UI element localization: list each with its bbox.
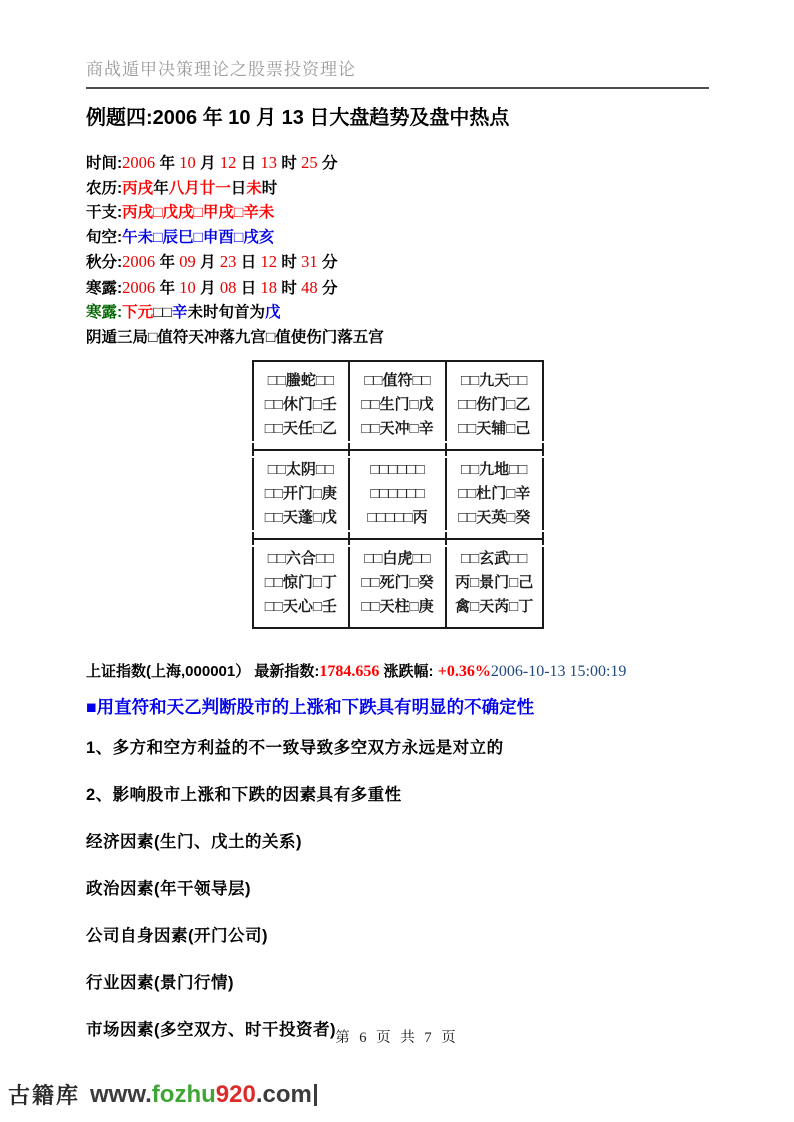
factor-line-5: 市场因素(多空双方、时干投资者) bbox=[86, 1021, 336, 1039]
text-segment: 涨跌幅: bbox=[379, 663, 438, 680]
logo-domain-red: 920 bbox=[215, 1080, 256, 1108]
text-segment: 日 bbox=[236, 279, 261, 297]
text-segment: 13 bbox=[260, 153, 278, 172]
info-line-ganzhi bbox=[86, 201, 709, 226]
palace-block-2 bbox=[252, 458, 544, 530]
text-segment: 年 bbox=[155, 155, 180, 172]
grid-border-line bbox=[252, 532, 544, 545]
text-segment: 农历: bbox=[86, 179, 123, 197]
text-segment: 未时旬首为 bbox=[187, 304, 265, 321]
text-segment: 年 bbox=[153, 179, 169, 197]
highlight-line: ■用直符和天乙判断股市的上涨和下跌具有明显的不确定性 bbox=[86, 697, 535, 717]
text-segment: 上证指数(上海,000001） 最新指数: bbox=[86, 663, 320, 680]
text-segment: 阴遁三局□值符天冲落九宫□值使伤门落五宫 bbox=[86, 328, 384, 346]
text-segment: 年 bbox=[155, 279, 180, 297]
palace-row bbox=[252, 369, 544, 393]
palace-row bbox=[252, 393, 544, 417]
text-segment: 日 bbox=[230, 179, 247, 197]
text-segment: 时 bbox=[277, 155, 302, 172]
logo-cursor-bar bbox=[314, 1084, 317, 1106]
info-line-time bbox=[86, 151, 709, 177]
info-line-hanlu bbox=[86, 276, 709, 302]
text-segment: 1784.656 bbox=[319, 663, 380, 680]
text-segment: 时 bbox=[277, 279, 302, 297]
text-segment: 月 bbox=[195, 155, 220, 172]
palace-cell: □□玄武□□ bbox=[445, 547, 542, 571]
text-segment: 10 bbox=[179, 153, 196, 172]
info-line-hanlu-detail bbox=[86, 301, 709, 326]
text-segment: 午未□辰巳□申酉□戌亥 bbox=[122, 228, 275, 246]
text-segment: +0.36% bbox=[437, 663, 491, 680]
text-segment: 12 bbox=[219, 153, 237, 172]
palace-cell: □□生门□戊 bbox=[348, 393, 445, 417]
palace-cell: □□惊门□丁 bbox=[252, 571, 349, 595]
text-segment: 八月廿一 bbox=[168, 179, 231, 197]
logo-www: www. bbox=[90, 1080, 152, 1108]
qimen-grid bbox=[252, 354, 544, 634]
palace-cell: □□天冲□辛 bbox=[348, 417, 445, 441]
logo-domain-suffix: .com bbox=[255, 1080, 312, 1108]
text-segment: 分 bbox=[317, 254, 338, 271]
palace-cell: □□天英□癸 bbox=[445, 506, 542, 530]
palace-cell: 丙□景门□己 bbox=[445, 571, 542, 595]
grid-border-line bbox=[252, 621, 544, 634]
info-lines bbox=[86, 151, 709, 350]
text-segment: 辛 bbox=[171, 304, 188, 321]
text-segment: 分 bbox=[317, 279, 338, 297]
text-segment: 10 bbox=[179, 277, 196, 297]
palace-row bbox=[252, 417, 544, 441]
text-segment: 时 bbox=[277, 254, 302, 271]
info-line-qiufen bbox=[86, 250, 709, 276]
stock-index-line bbox=[86, 660, 709, 681]
site-logo bbox=[8, 1079, 317, 1110]
factor-line-4: 行业因素(景门行情) bbox=[86, 974, 234, 992]
text-segment: 18 bbox=[260, 277, 278, 297]
logo-site-name: 古籍库 bbox=[8, 1083, 81, 1108]
palace-cell: □□六合□□ bbox=[252, 547, 349, 571]
text-segment: 戊 bbox=[264, 304, 281, 321]
text-segment: 未 bbox=[246, 179, 262, 197]
text-segment: 下元 bbox=[122, 304, 154, 321]
logo-domain-green: fozhu bbox=[151, 1080, 216, 1108]
grid-border-line bbox=[252, 443, 544, 456]
palace-row bbox=[252, 595, 544, 619]
palace-cell: □□值符□□ bbox=[348, 369, 445, 393]
text-segment: 干支: bbox=[86, 204, 123, 221]
text-segment: 寒露: bbox=[86, 279, 123, 297]
text-segment: 25 bbox=[301, 153, 318, 172]
palace-row bbox=[252, 506, 544, 530]
factor-line-1: 经济因素(生门、戊土的关系) bbox=[86, 833, 302, 851]
palace-cell: 禽□天芮□丁 bbox=[445, 595, 542, 619]
text-segment: 旬空: bbox=[86, 228, 123, 246]
text-segment: 12 bbox=[260, 252, 278, 271]
palace-cell: □□天任□乙 bbox=[252, 417, 349, 441]
text-segment: 2006 bbox=[122, 277, 156, 297]
palace-cell: □□天辅□己 bbox=[445, 417, 542, 441]
palace-row bbox=[252, 458, 544, 482]
info-line-lunar bbox=[86, 177, 709, 202]
palace-cell: □□太阴□□ bbox=[252, 458, 349, 482]
text-segment: 2006 bbox=[122, 252, 156, 271]
palace-row bbox=[252, 482, 544, 506]
text-segment: 31 bbox=[301, 252, 318, 271]
text-segment: 丙戌□戊戌□甲戌□辛未 bbox=[122, 204, 275, 221]
text-segment: 48 bbox=[301, 277, 318, 297]
point-2: 2、影响股市上涨和下跌的因素具有多重性 bbox=[86, 786, 402, 804]
palace-row bbox=[252, 571, 544, 595]
factor-line-2: 政治因素(年干领导层) bbox=[86, 880, 251, 898]
text-segment: 寒露: bbox=[86, 304, 123, 321]
palace-cell: □□□□□□ bbox=[348, 458, 445, 482]
info-line-xunkong bbox=[86, 226, 709, 251]
palace-block-1 bbox=[252, 369, 544, 441]
text-segment: 23 bbox=[219, 252, 237, 271]
text-segment: 月 bbox=[195, 254, 220, 271]
factor-list bbox=[86, 830, 709, 1042]
palace-cell: □□□□□□ bbox=[348, 482, 445, 506]
palace-block-3 bbox=[252, 547, 544, 619]
palace-cell: □□白虎□□ bbox=[348, 547, 445, 571]
palace-cell: □□天心□壬 bbox=[252, 595, 349, 619]
palace-cell: □□九天□□ bbox=[445, 369, 542, 393]
page-number: 第 6 页 共 7 页 bbox=[335, 1030, 459, 1046]
text-segment: 09 bbox=[179, 252, 196, 271]
text-segment: 08 bbox=[219, 277, 237, 297]
text-segment: 分 bbox=[317, 155, 338, 172]
palace-cell: □□伤门□乙 bbox=[445, 393, 542, 417]
factor-line-3: 公司自身因素(开门公司) bbox=[86, 927, 268, 945]
text-segment: 2006-10-13 15:00:19 bbox=[490, 663, 627, 680]
text-segment: 时间: bbox=[86, 155, 123, 172]
palace-cell: □□螣蛇□□ bbox=[252, 369, 349, 393]
page-header bbox=[86, 55, 709, 89]
text-segment: 2006 bbox=[122, 153, 156, 172]
text-segment: 秋分: bbox=[86, 254, 123, 271]
palace-cell: □□开门□庚 bbox=[252, 482, 349, 506]
text-segment: 年 bbox=[155, 254, 180, 271]
text-segment: 时 bbox=[261, 179, 278, 197]
grid-border-line bbox=[252, 354, 544, 367]
point-1: 1、多方和空方利益的不一致导致多空双方永远是对立的 bbox=[86, 739, 504, 757]
text-segment: 日 bbox=[236, 254, 261, 271]
text-segment: □□ bbox=[153, 304, 172, 321]
text-segment: 月 bbox=[195, 279, 220, 297]
text-segment: 丙戌 bbox=[122, 179, 154, 197]
palace-cell: □□天柱□庚 bbox=[348, 595, 445, 619]
page-title: 例题四:2006 年 10 月 13 日大盘趋势及盘中热点 bbox=[86, 107, 510, 129]
palace-row bbox=[252, 547, 544, 571]
palace-cell: □□死门□癸 bbox=[348, 571, 445, 595]
info-line-layout bbox=[86, 326, 709, 351]
text-segment: 日 bbox=[236, 155, 261, 172]
palace-cell: □□杜门□辛 bbox=[445, 482, 542, 506]
palace-cell: □□天蓬□戊 bbox=[252, 506, 349, 530]
palace-cell: □□休门□壬 bbox=[252, 393, 349, 417]
palace-cell: □□□□□丙 bbox=[348, 506, 445, 530]
palace-cell: □□九地□□ bbox=[445, 458, 542, 482]
header-title: 商战遁甲决策理论之股票投资理论 bbox=[86, 55, 709, 89]
